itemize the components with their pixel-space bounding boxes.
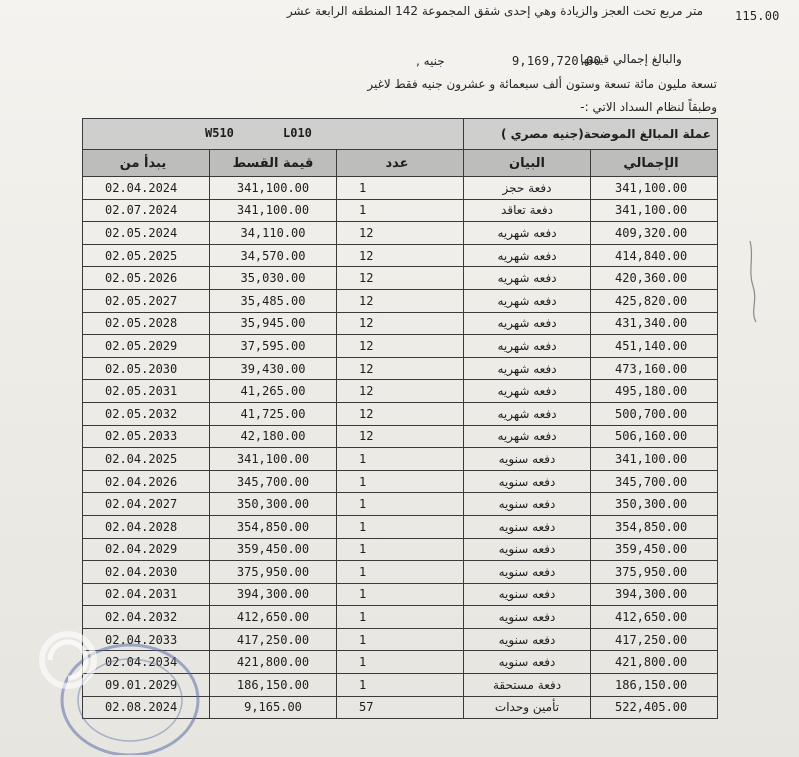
row-total: 186,150.00	[591, 674, 718, 697]
row-count: 12	[337, 357, 464, 380]
row-start-date: 02.04.2026	[83, 470, 210, 493]
col-total: الإجمالي	[591, 150, 718, 177]
row-start-date: 02.05.2031	[83, 380, 210, 403]
unit-codes	[83, 119, 464, 150]
row-description: دفعة مستحقة	[464, 674, 591, 697]
row-description: دفعه شهريه	[464, 222, 591, 245]
table-row	[83, 222, 718, 245]
row-start-date: 02.04.2032	[83, 606, 210, 629]
schedule-label: وطبقاً لنظام السداد الاتي :-	[580, 100, 717, 114]
row-description: دفعه شهريه	[464, 357, 591, 380]
row-count: 1	[337, 561, 464, 584]
row-start-date: 02.05.2026	[83, 267, 210, 290]
row-description: دفعه شهريه	[464, 402, 591, 425]
table-row	[83, 515, 718, 538]
row-description: دفعه سنويه	[464, 561, 591, 584]
table-row	[83, 628, 718, 651]
row-total: 495,180.00	[591, 380, 718, 403]
row-count: 1	[337, 448, 464, 471]
row-description: دفعه سنويه	[464, 628, 591, 651]
row-description: دفعه سنويه	[464, 606, 591, 629]
table-info-row	[83, 119, 718, 150]
row-total: 431,340.00	[591, 312, 718, 335]
row-total: 394,300.00	[591, 583, 718, 606]
row-start-date: 02.05.2030	[83, 357, 210, 380]
table-header-row	[83, 150, 718, 177]
row-start-date: 02.07.2024	[83, 199, 210, 222]
row-total: 345,700.00	[591, 470, 718, 493]
row-description: دفعه شهريه	[464, 335, 591, 358]
row-installment: 341,100.00	[210, 199, 337, 222]
table-row	[83, 538, 718, 561]
row-total: 420,360.00	[591, 267, 718, 290]
row-start-date: 02.05.2025	[83, 244, 210, 267]
row-description: دفعه شهريه	[464, 289, 591, 312]
row-installment: 34,110.00	[210, 222, 337, 245]
row-count: 12	[337, 289, 464, 312]
row-start-date: 02.04.2025	[83, 448, 210, 471]
table-row	[83, 312, 718, 335]
area-line: متر مربع تحت العجز والزيادة وهي إحدى شقق المجموعة 142 المنطقه الرابعة عشر	[286, 4, 703, 18]
row-total: 341,100.00	[591, 177, 718, 200]
row-installment: 345,700.00	[210, 470, 337, 493]
row-total: 350,300.00	[591, 493, 718, 516]
row-start-date: 02.05.2024	[83, 222, 210, 245]
table-row	[83, 583, 718, 606]
row-total: 473,160.00	[591, 357, 718, 380]
row-description: دفعه سنويه	[464, 583, 591, 606]
row-installment: 341,100.00	[210, 448, 337, 471]
col-count: عدد	[337, 150, 464, 177]
row-description: دفعه شهريه	[464, 380, 591, 403]
row-installment: 35,030.00	[210, 267, 337, 290]
table-row	[83, 335, 718, 358]
row-total: 341,100.00	[591, 448, 718, 471]
code-l: L010	[283, 126, 312, 140]
table-row	[83, 606, 718, 629]
row-description: دفعه سنويه	[464, 515, 591, 538]
row-start-date: 02.08.2024	[83, 696, 210, 719]
row-start-date: 09.01.2029	[83, 674, 210, 697]
row-total: 506,160.00	[591, 425, 718, 448]
row-description: دفعه شهريه	[464, 312, 591, 335]
table-row	[83, 674, 718, 697]
row-installment: 41,725.00	[210, 402, 337, 425]
table-row	[83, 380, 718, 403]
row-count: 12	[337, 402, 464, 425]
row-count: 1	[337, 515, 464, 538]
row-count: 1	[337, 674, 464, 697]
row-start-date: 02.04.2024	[83, 177, 210, 200]
row-description: تأمين وحدات	[464, 696, 591, 719]
row-installment: 39,430.00	[210, 357, 337, 380]
row-installment: 412,650.00	[210, 606, 337, 629]
row-count: 1	[337, 651, 464, 674]
total-label: والبالغ إجمالي قيمتها	[580, 52, 682, 66]
table-row	[83, 470, 718, 493]
row-start-date: 02.05.2029	[83, 335, 210, 358]
table-row	[83, 402, 718, 425]
row-description: دفعه سنويه	[464, 493, 591, 516]
row-count: 1	[337, 606, 464, 629]
row-start-date: 02.05.2028	[83, 312, 210, 335]
row-count: 12	[337, 380, 464, 403]
row-start-date: 02.05.2033	[83, 425, 210, 448]
row-total: 421,800.00	[591, 651, 718, 674]
total-currency: جنيه ,	[416, 54, 445, 68]
row-installment: 9,165.00	[210, 696, 337, 719]
row-start-date: 02.05.2032	[83, 402, 210, 425]
row-description: دفعة حجز	[464, 177, 591, 200]
row-count: 1	[337, 538, 464, 561]
table-row	[83, 493, 718, 516]
col-start-date: يبدأ من	[83, 150, 210, 177]
col-description: البيان	[464, 150, 591, 177]
row-description: دفعة تعاقد	[464, 199, 591, 222]
row-count: 1	[337, 493, 464, 516]
row-count: 1	[337, 199, 464, 222]
table-row	[83, 425, 718, 448]
row-start-date: 02.04.2033	[83, 628, 210, 651]
row-count: 1	[337, 177, 464, 200]
row-total: 451,140.00	[591, 335, 718, 358]
row-count: 1	[337, 628, 464, 651]
row-installment: 375,950.00	[210, 561, 337, 584]
row-installment: 421,800.00	[210, 651, 337, 674]
payment-schedule-table	[82, 118, 718, 719]
table-row	[83, 561, 718, 584]
row-start-date: 02.04.2029	[83, 538, 210, 561]
area-value: 115.00	[735, 9, 780, 23]
row-start-date: 02.04.2027	[83, 493, 210, 516]
row-description: دفعه شهريه	[464, 425, 591, 448]
table-row	[83, 696, 718, 719]
row-start-date: 02.04.2030	[83, 561, 210, 584]
row-count: 12	[337, 335, 464, 358]
row-total: 341,100.00	[591, 199, 718, 222]
row-installment: 417,250.00	[210, 628, 337, 651]
row-start-date: 02.04.2034	[83, 651, 210, 674]
row-installment: 35,485.00	[210, 289, 337, 312]
row-total: 500,700.00	[591, 402, 718, 425]
row-total: 425,820.00	[591, 289, 718, 312]
row-count: 57	[337, 696, 464, 719]
table-row	[83, 177, 718, 200]
row-total: 522,405.00	[591, 696, 718, 719]
row-total: 417,250.00	[591, 628, 718, 651]
row-count: 12	[337, 267, 464, 290]
row-total: 359,450.00	[591, 538, 718, 561]
row-installment: 41,265.00	[210, 380, 337, 403]
table-row	[83, 199, 718, 222]
row-installment: 42,180.00	[210, 425, 337, 448]
table-row	[83, 289, 718, 312]
row-installment: 186,150.00	[210, 674, 337, 697]
row-installment: 34,570.00	[210, 244, 337, 267]
row-description: دفعه شهريه	[464, 267, 591, 290]
row-start-date: 02.05.2027	[83, 289, 210, 312]
row-description: دفعه سنويه	[464, 470, 591, 493]
row-total: 409,320.00	[591, 222, 718, 245]
code-w: W510	[205, 126, 234, 140]
row-count: 12	[337, 222, 464, 245]
row-total: 412,650.00	[591, 606, 718, 629]
table-row	[83, 244, 718, 267]
row-installment: 35,945.00	[210, 312, 337, 335]
row-installment: 354,850.00	[210, 515, 337, 538]
row-count: 12	[337, 312, 464, 335]
row-installment: 394,300.00	[210, 583, 337, 606]
table-row	[83, 448, 718, 471]
row-description: دفعه سنويه	[464, 651, 591, 674]
row-installment: 350,300.00	[210, 493, 337, 516]
row-start-date: 02.04.2031	[83, 583, 210, 606]
col-installment: قيمة القسط	[210, 150, 337, 177]
row-installment: 359,450.00	[210, 538, 337, 561]
row-description: دفعه شهريه	[464, 244, 591, 267]
table-row	[83, 651, 718, 674]
row-count: 12	[337, 425, 464, 448]
row-count: 12	[337, 244, 464, 267]
table-row	[83, 267, 718, 290]
row-total: 354,850.00	[591, 515, 718, 538]
row-count: 1	[337, 583, 464, 606]
row-total: 414,840.00	[591, 244, 718, 267]
total-amount: 9,169,720.00	[512, 54, 602, 68]
row-description: دفعه سنويه	[464, 448, 591, 471]
row-start-date: 02.04.2028	[83, 515, 210, 538]
row-installment: 341,100.00	[210, 177, 337, 200]
total-words: تسعة مليون مائة تسعة وستون ألف سبعمائة و عشرون جنيه فقط لاغير	[367, 77, 717, 91]
row-description: دفعه سنويه	[464, 538, 591, 561]
row-installment: 37,595.00	[210, 335, 337, 358]
row-total: 375,950.00	[591, 561, 718, 584]
table-row	[83, 357, 718, 380]
currency-note: عملة المبالغ الموضحة(جنيه مصري )	[464, 119, 718, 150]
row-count: 1	[337, 470, 464, 493]
